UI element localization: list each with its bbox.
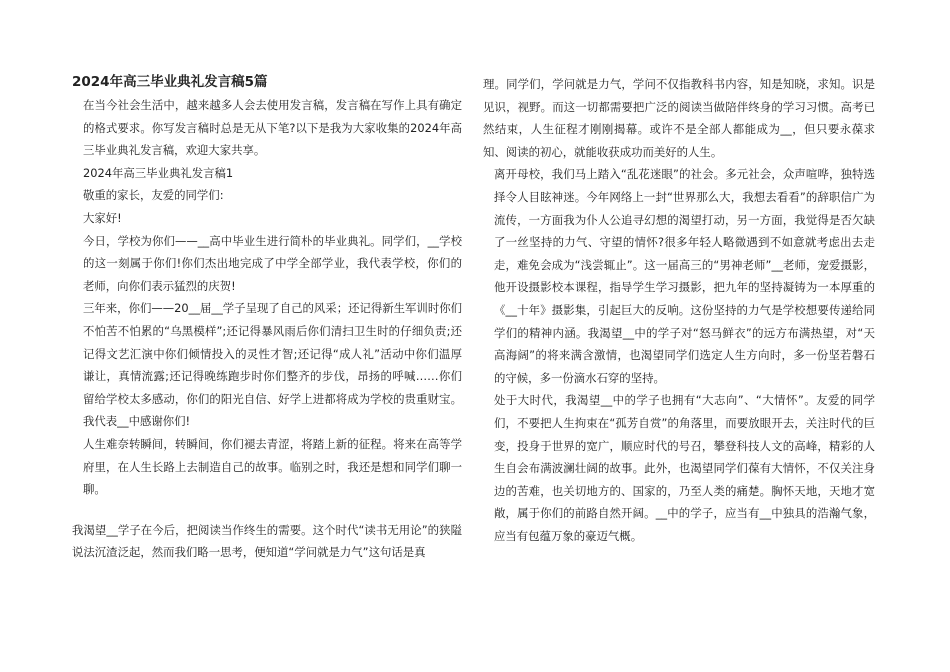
body-paragraph: 处于大时代，我渴望__中的学子也拥有“大志向”、“大情怀”。友爱的同学们，不要把人生拘束在“孤芳自赏”的角落里，而要放眼开去，关注时代的巨变，投身于世界的宽广，顺应时代的号召，攀登科技人文的高峰，精彩的人生自会布满波澜壮阔的故事。此外，也渴望同学们葆有大情怀，不仅关注身边的苦难，也关切地方的、国家的，乃至人类的痛楚。胸怀天地，天地才宽敞，属于你们的前路自然开阔。__中的学子，应当有__中独具的浩瀚气象，应当有包蕴万象的豪迈气概。 [494,393,875,543]
section-heading: 2024年高三毕业典礼发言稿1 [83,165,234,180]
body-paragraph: 人生难奈转瞬间，转瞬间，你们褪去青涩，将踏上新的征程。将来在高等学府里，在人生长路上去制造自己的故事。临别之时，我还是想和同学们聊一聊。 [83,436,462,497]
left-column [72,70,462,564]
greeting: 大家好! [83,210,122,225]
body-paragraph: 今日，学校为你们——__高中毕业生进行简朴的毕业典礼。同学们，__学校的这一刻属于你们!你们杰出地完成了中学全部学业，我代表学校，你们的老师，向你们表示猛烈的庆贺! [83,233,462,293]
intro-paragraph: 在当今社会生活中，越来越多人会去使用发言稿，发言稿在写作上具有确定的格式要求。你写发言稿时总是无从下笔?以下是我为大家收集的2024年高三毕业典礼发言稿，欢迎大家共享。 [83,98,462,158]
document-title: 2024年高三毕业典礼发言稿5篇 [72,74,268,90]
body-paragraph: 离开母校，我们马上踏入“乱花迷眼”的社会。多元社会，众声喧哗，独特选择令人目眩神迷。今年网络上一封“世界那么大，我想去看看”的辞职信广为流传，一方面我为仆人公追寻幻想的渴望打动，另一方面，我觉得是否欠缺了一丝坚持的力气、守望的情怀?很多年轻人略微遇到不如意就考虑出去走走，难免会成为“浅尝辄止”。这一届高三的“男神老师”__老师，宠爱摄影，他开设摄影校本课程，指导学生学习摄影，把九年的坚持凝铸为一本厚重的《__十年》摄影集，引起巨大的反响。这份坚持的力气是学校想要传递给同学们的精神内涵。我渴望__中的学子对“怒马鲜衣”的远方布满热望，对“天高海阔”的将来满含激情，也渴望同学们选定人生方向时，多一份坚若磐石的守候，多一份滴水石穿的坚持。 [494,167,875,385]
paragraph-gap [72,501,462,519]
body-paragraph: 理。同学们，学问就是力气，学问不仅指教科书内容，知是知晓，求知。识是见识，视野。而这一切都需要把广泛的阅读当做陪伴终身的学习习惯。高考已然结束，人生征程才刚刚揭幕。或许不是全部人都能成为__，但只要永葆求知、阅读的初心，就能收获成功而美好的人生。 [483,77,875,159]
body-paragraph: 三年来，你们——20__届__学子呈现了自己的风采；还记得新生军训时你们不怕苦不怕累的“乌黑模样”;还记得暴风雨后你们清扫卫生时的仔细负责;还记得文艺汇演中你们倾情投入的灵性才智;还记得“成人礼”活动中你们温厚谦让，真情流露;还记得晚练跑步时你们整齐的步伐，昂扬的呼喊……你们留给学校太多感动，你们的阳光自信、好学上进都将成为学校的贵重财宝。我代表__中感谢你们! [83,301,462,429]
right-column [483,73,875,547]
salutation: 敬重的家长，友爱的同学们: [83,188,224,203]
body-paragraph: 我渴望__学子在今后，把阅读当作终生的需要。这个时代“读书无用论”的狭隘说法沉渣泛起，然而我们略一思考，便知道“学问就是力气”这句话是真 [72,522,462,560]
